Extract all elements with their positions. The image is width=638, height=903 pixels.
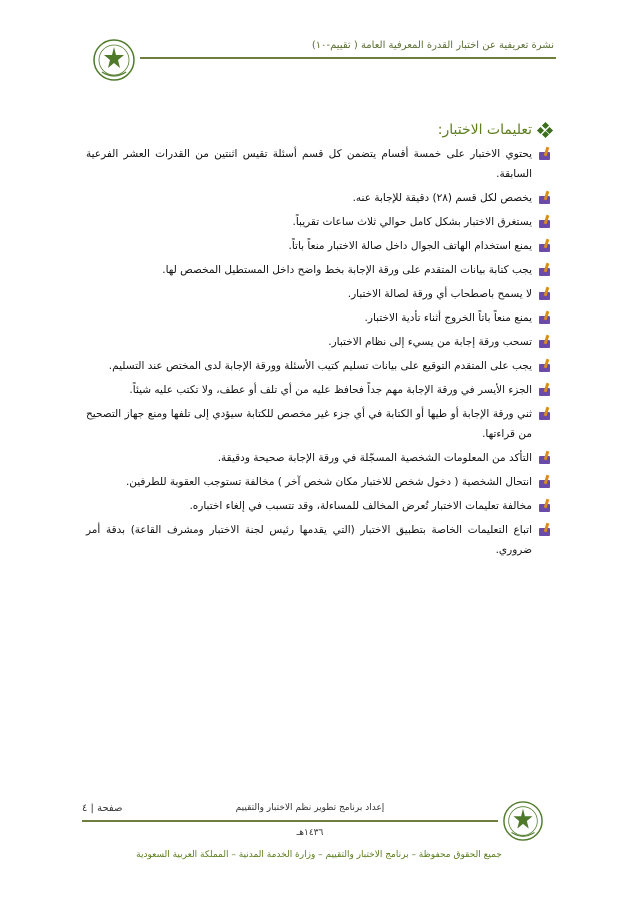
list-item: [86, 356, 552, 376]
list-item: [86, 260, 552, 280]
book-pen-bullet-icon: [538, 239, 552, 254]
list-item-text: يجب على المتقدم التوقيع على بيانات تسليم كتيب الأسئلة وورقة الإجابة لدى المختص عند التسليم.: [108, 360, 532, 372]
list-item: [86, 236, 552, 256]
book-pen-bullet-icon: [538, 335, 552, 350]
book-pen-bullet-icon: [538, 407, 552, 422]
footer-copyright: جميع الحقوق محفوظة – برنامج الاختبار والتقييم – وزارة الخدمة المدنية – المملكة العربية السعودية: [136, 850, 502, 860]
list-item-text: تسحب ورقة إجابة من يسيء إلى نظام الاختبار.: [328, 336, 532, 348]
list-item: [86, 144, 552, 184]
list-item: [86, 404, 552, 444]
list-item: [86, 496, 552, 516]
list-item-text: يمنع استخدام الهاتف الجوال داخل صالة الاختبار منعاً باتاً.: [288, 240, 532, 252]
list-item-text: ثني ورقة الإجابة أو طيها أو الكتابة في أي جزء غير مخصص للكتابة سيؤدي إلى تلفها ومنع جهاز التصحيح من قراءتها.: [86, 408, 532, 440]
footer-year: ١٤٣٦هـ: [296, 828, 324, 838]
footer-prepared-by: إعداد برنامج تطوير نظم الاختبار والتقييم: [235, 803, 385, 813]
list-item-text: التأكد من المعلومات الشخصية المسجّلة في ورقة الإجابة صحيحة ودقيقة.: [217, 452, 532, 464]
list-item-text: مخالفة تعليمات الاختبار تُعرض المخالف للمساءلة، وقد تتسبب في إلغاء اختباره.: [189, 500, 532, 512]
list-item: [86, 520, 552, 560]
page-number: صفحة | ٤: [82, 803, 123, 814]
book-pen-bullet-icon: [538, 523, 552, 538]
book-pen-bullet-icon: [538, 147, 552, 162]
ministry-emblem-icon: [92, 38, 136, 82]
list-item-text: يستغرق الاختبار بشكل كامل حوالي ثلاث ساعات تقريباً.: [292, 216, 532, 228]
list-item: [86, 284, 552, 304]
ministry-emblem-icon: [502, 800, 544, 842]
book-pen-bullet-icon: [538, 287, 552, 302]
section-heading: [438, 122, 552, 138]
book-pen-bullet-icon: [538, 191, 552, 206]
list-item: [86, 332, 552, 352]
list-item: [86, 448, 552, 468]
book-pen-bullet-icon: [538, 499, 552, 514]
list-item: [86, 212, 552, 232]
book-pen-bullet-icon: [538, 359, 552, 374]
diamond-bullet-icon: [538, 123, 552, 137]
book-pen-bullet-icon: [538, 215, 552, 230]
header-rule: [140, 57, 556, 59]
book-pen-bullet-icon: [538, 451, 552, 466]
header-title: نشرة تعريفية عن اختبار القدرة المعرفية العامة ( تقييم-١٠): [311, 40, 554, 51]
book-pen-bullet-icon: [538, 475, 552, 490]
list-item-text: يجب كتابة بيانات المتقدم على ورقة الإجابة بخط واضح داخل المستطيل المخصص لها.: [162, 264, 532, 276]
list-item: [86, 380, 552, 400]
book-pen-bullet-icon: [538, 263, 552, 278]
list-item: [86, 308, 552, 328]
list-item-text: الجزء الأيسر في ورقة الإجابة مهم جداً فحافظ عليه من أي تلف أو عطف، ولا تكتب عليه شيئاً.: [129, 384, 532, 396]
book-pen-bullet-icon: [538, 383, 552, 398]
list-item-text: يمنع منعاً باتاً الخروج أثناء تأدية الاختبار.: [364, 312, 532, 324]
list-item-text: اتباع التعليمات الخاصة بتطبيق الاختبار (التي يقدمها رئيس لجنة الاختبار ومشرف القاعة) بدقة أمر ضروري.: [86, 524, 532, 556]
book-pen-bullet-icon: [538, 311, 552, 326]
list-item: [86, 188, 552, 208]
list-item-text: يخصص لكل قسم (٢٨) دقيقة للإجابة عنه.: [352, 192, 532, 204]
list-item-text: يحتوي الاختبار على خمسة أقسام يتضمن كل قسم أسئلة تقيس اثنتين من القدرات العشر الفرعية السابقة.: [86, 148, 532, 180]
instructions-list: [86, 144, 552, 564]
footer-rule: [82, 820, 498, 822]
section-title: تعليمات الاختبار:: [437, 122, 532, 138]
list-item-text: انتحال الشخصية ( دخول شخص للاختبار مكان شخص آخر ) مخالفة تستوجب العقوبة للطرفين.: [125, 476, 532, 488]
list-item-text: لا يسمح باصطحاب أي ورقة لصالة الاختبار.: [347, 288, 532, 300]
list-item: [86, 472, 552, 492]
